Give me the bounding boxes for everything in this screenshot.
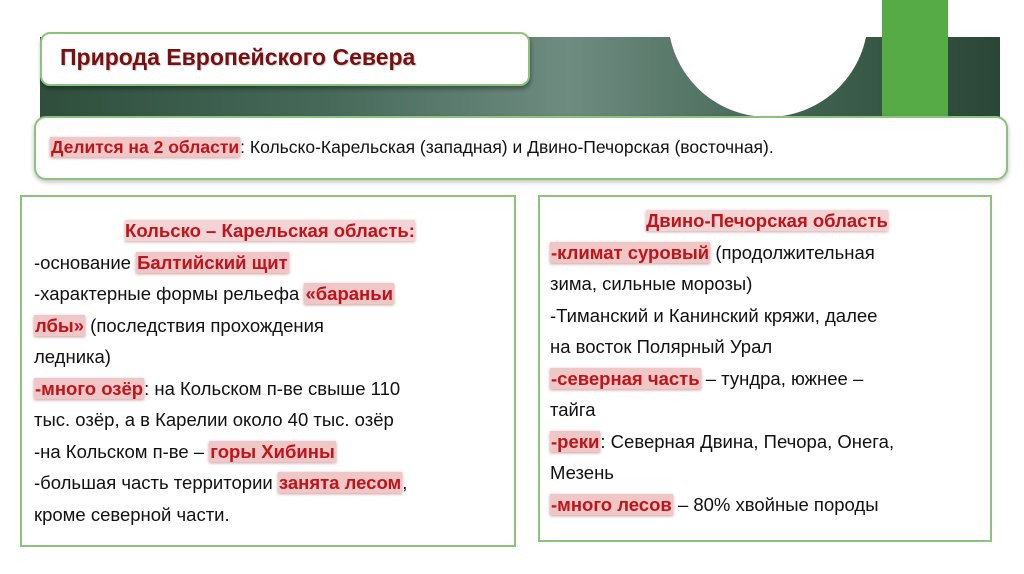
kola-karelia-list [34, 247, 506, 531]
line-text: : на Кольском п-ве свыше 110 [144, 377, 401, 399]
line-text: , [402, 472, 408, 493]
list-item [34, 278, 506, 310]
list-item [550, 268, 984, 300]
line-text: ледника) [34, 346, 111, 367]
list-item [34, 341, 506, 373]
list-item [34, 467, 506, 499]
dvina-pechora-list [550, 237, 984, 521]
list-item [550, 300, 984, 332]
list-item [550, 426, 984, 458]
line-text: на восток Полярный Урал [550, 336, 773, 357]
division-summary-highlight: Делится на 2 области [51, 137, 240, 157]
highlighted-term: -много лесов [551, 493, 672, 515]
line-text: зима, сильные морозы) [550, 273, 753, 294]
division-summary-box [34, 116, 1008, 180]
highlighted-term: Балтийский щит [137, 251, 288, 273]
list-item [34, 373, 506, 405]
line-text: -характерные формы рельефа [34, 283, 305, 304]
line-text: – тундра, южнее – [700, 367, 864, 389]
line-text: – 80% хвойные породы [672, 493, 879, 515]
list-item [34, 499, 506, 531]
list-item [34, 310, 506, 342]
decorative-green-tab [882, 0, 948, 37]
line-text: -большая часть территории [34, 472, 278, 493]
highlighted-term: -климат суровый [551, 241, 710, 263]
list-item [550, 237, 984, 269]
list-item [550, 394, 984, 426]
line-text: (последствия прохождения [85, 314, 324, 336]
dvina-pechora-panel [538, 195, 992, 542]
list-item [550, 489, 984, 521]
highlighted-term: горы Хибины [210, 440, 335, 462]
dvina-pechora-heading: Двино-Печорская область [646, 210, 888, 231]
decorative-white-circle [668, 37, 868, 117]
kola-karelia-heading: Кольско – Карельская область: [125, 220, 415, 241]
list-item [550, 363, 984, 395]
list-item [550, 457, 984, 489]
list-item [34, 436, 506, 468]
highlighted-term: «бараньи [305, 283, 393, 304]
line-text: тайга [550, 399, 596, 420]
list-item [550, 331, 984, 363]
kola-karelia-panel [20, 195, 516, 547]
title-box [40, 32, 530, 86]
division-summary-rest: : Кольско-Карельская (западная) и Двино-Печорская (восточная). [240, 137, 774, 157]
page-title: Природа Европейского Севера [60, 44, 416, 70]
highlighted-term: занята лесом [278, 472, 402, 493]
line-text: : Северная Двина, Печора, Онега, [600, 430, 895, 452]
highlighted-term: -северная часть [551, 367, 700, 389]
line-text: (продолжительная [710, 241, 875, 263]
highlighted-term: -много озёр [35, 377, 144, 399]
list-item [34, 247, 506, 279]
highlighted-term: лбы» [35, 314, 85, 336]
decorative-green-rect [882, 37, 948, 122]
list-item [34, 404, 506, 436]
line-text: тыс. озёр, а в Карелии около 40 тыс. озёр [34, 409, 394, 430]
line-text: кроме северной части. [34, 503, 230, 525]
division-summary-text [50, 137, 774, 158]
line-text: -основание [34, 251, 137, 273]
line-text: -Тиманский и Канинский кряжи, далее [550, 304, 878, 326]
line-text: Мезень [550, 462, 614, 483]
highlighted-term: -реки [551, 430, 600, 452]
line-text: -на Кольском п-ве – [34, 440, 210, 462]
